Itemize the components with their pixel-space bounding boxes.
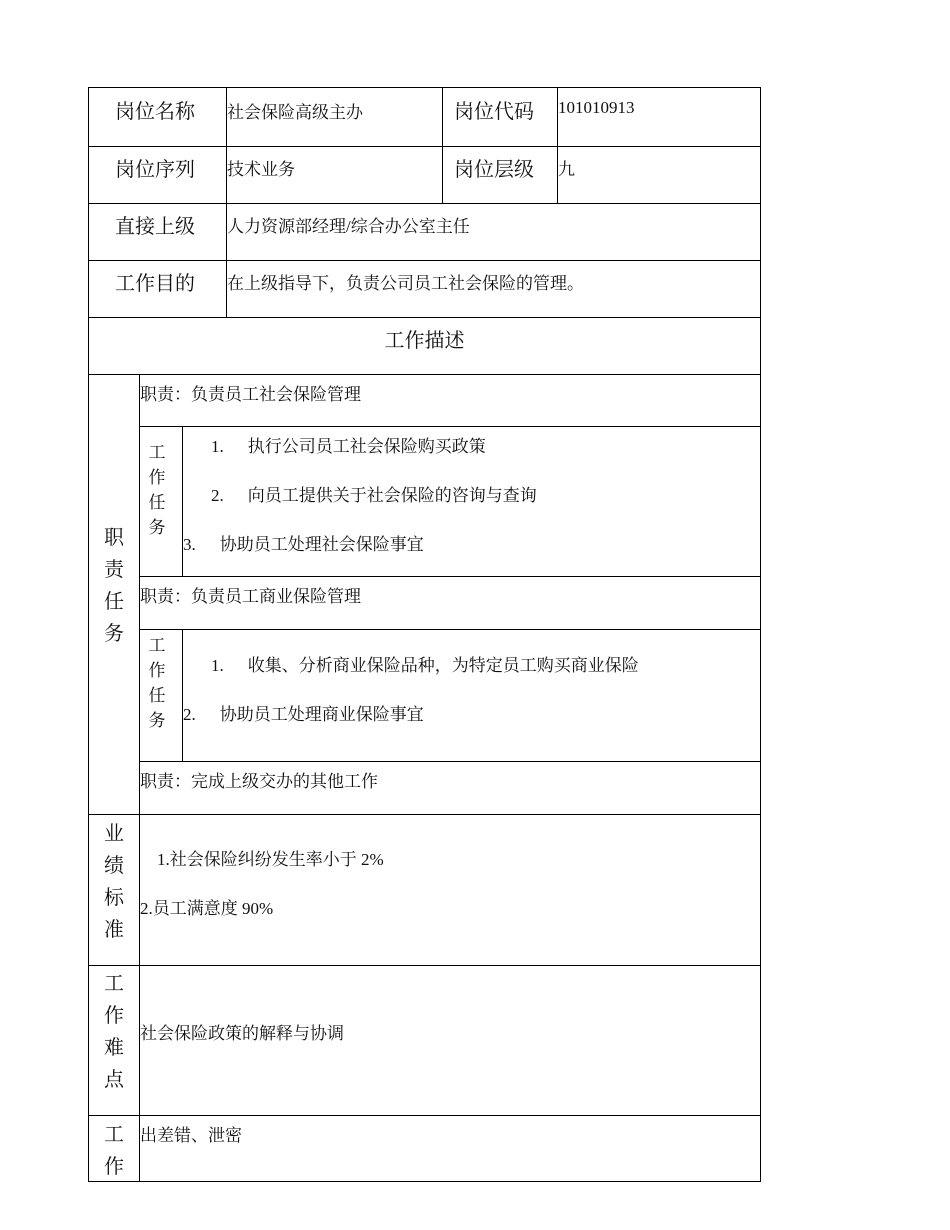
difficulty-label: 工 作 难 点 [104,973,124,1091]
task-item: 2. 协助员工处理商业保险事宜 [183,705,424,724]
table-border [88,1115,761,1116]
table-border [88,87,761,88]
table-border [88,374,761,375]
table-border [88,317,761,318]
task-item: 3. 协助员工处理社会保险事宜 [183,535,424,554]
position-code-label: 岗位代码 [454,101,534,123]
risk-label: 工 作 [104,1124,124,1178]
duty-title: 职责：完成上级交办的其他工作 [140,772,378,791]
table-border [182,629,183,762]
task-item: 1. 执行公司员工社会保险购买政策 [211,437,486,456]
performance-label: 业 绩 标 准 [104,823,124,941]
duty-title: 职责：负责员工社会保险管理 [140,385,361,404]
risk-value: 出差错、泄密 [140,1126,242,1145]
table-border [139,761,761,762]
table-border [442,87,443,204]
task-item: 1. 收集、分析商业保险品种，为特定员工购买商业保险 [211,656,639,675]
position-name-value: 社会保险高级主办 [227,103,363,122]
position-sequence-label: 岗位序列 [115,159,195,181]
supervisor-value: 人力资源部经理/综合办公室主任 [227,217,470,236]
performance-item: 2.员工满意度 90% [140,899,274,918]
table-border [88,965,761,966]
table-border [88,1181,761,1182]
table-border [139,426,761,427]
position-level-value: 九 [558,160,575,179]
position-name-label: 岗位名称 [115,101,195,123]
table-border [88,260,761,261]
performance-item: 1.社会保险纠纷发生率小于 2% [157,850,384,869]
table-border [139,576,761,577]
table-border [88,203,761,204]
purpose-label: 工作目的 [115,273,195,295]
table-border [139,629,761,630]
difficulty-value: 社会保险政策的解释与协调 [140,1024,344,1043]
position-level-label: 岗位层级 [454,159,534,181]
table-border [760,87,761,1182]
position-sequence-value: 技术业务 [227,160,295,179]
position-code-value: 101010913 [558,98,635,117]
task-label: 工 作 任 务 [148,443,166,537]
duty-title: 职责：负责员工商业保险管理 [140,587,361,606]
table-border [88,146,761,147]
task-label: 工 作 任 务 [148,636,166,730]
section-title: 工作描述 [384,330,465,352]
purpose-value: 在上级指导下，负责公司员工社会保险的管理。 [227,274,584,293]
duties-label: 职 责 任 务 [104,527,124,645]
supervisor-label: 直接上级 [115,216,195,238]
table-border [88,87,89,1182]
table-border [88,814,761,815]
task-item: 2. 向员工提供关于社会保险的咨询与查询 [211,486,537,505]
